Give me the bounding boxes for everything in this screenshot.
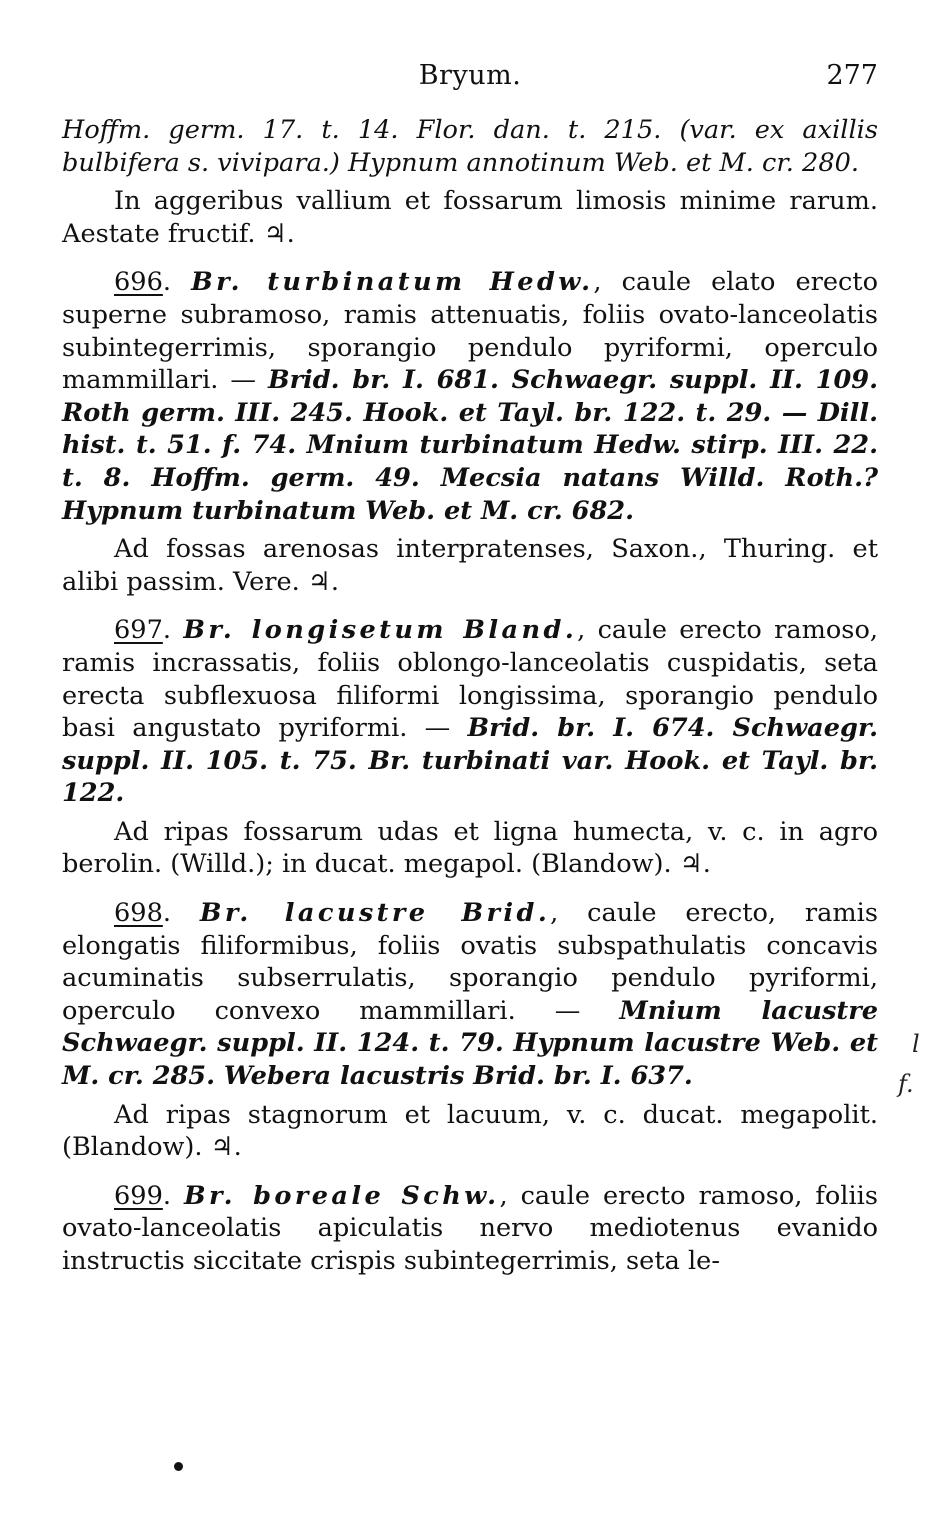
- entry-number-period: .: [162, 1180, 185, 1211]
- species-description: , caule erecto, ramis elongatis filiformibus, foliis ovatis subspathulatis concavis acuminatis subserrulatis, sporangio pendulo pyriformi, operculo convexo mammillari. —: [62, 898, 879, 1026]
- species-entry: [62, 897, 878, 1093]
- species-name: Br. lacustre Brid.: [199, 898, 551, 929]
- body-text: [62, 114, 878, 1278]
- entry-number-period: .: [162, 615, 184, 646]
- species-name: Br. boreale Schw.: [184, 1180, 500, 1211]
- species-name: Br. longisetum Bland.: [183, 615, 578, 646]
- entry-number: 699: [114, 1180, 163, 1211]
- continuation-references: Hoffm. germ. 17. t. 14. Flor. dan. t. 215. (var. ex axillis bulbifera s. vivipara.) Hypnum annotinum Web. et M. cr. 280.: [62, 115, 878, 178]
- page-number: 277: [826, 60, 878, 91]
- habitat-paragraph: Ad fossas arenosas interpratenses, Saxon., Thuring. et alibi passim. Vere. ♃.: [62, 534, 878, 597]
- habitat-paragraph: In aggeribus vallium et fossarum limosis minime rarum. Aestate fructif. ♃.: [62, 186, 878, 249]
- margin-annotation: f.: [898, 1070, 914, 1098]
- species-description: , caule erecto ramoso, ramis incrassatis, foliis oblongo-lanceolatis cuspidatis, seta erecta subflexuosa filiformi longissima, sporangio pendulo basi angustato pyriformi. —: [62, 615, 878, 744]
- ink-dot: [174, 1462, 183, 1471]
- entry-number: 697: [114, 615, 163, 646]
- entry-number-period: .: [162, 267, 192, 298]
- habitat-paragraph: Ad ripas stagnorum et lacuum, v. c. ducat. megapolit. (Blandow). ♃.: [62, 1099, 878, 1163]
- running-head-title: Bryum.: [418, 60, 522, 91]
- entry-number-period: .: [162, 898, 200, 929]
- running-head: [62, 52, 878, 92]
- species-references: Mnium lacustre Schwaegr. suppl. II. 124. t. 79. Hypnum lacustre Web. et M. cr. 285. Webera lacustris Brid. br. I. 637.: [62, 995, 878, 1092]
- species-entry: [62, 266, 878, 527]
- species-entry: [62, 614, 878, 810]
- margin-annotation: l: [912, 1030, 920, 1058]
- habitat-paragraph: Ad ripas fossarum udas et ligna humecta, v. c. in agro berolin. (Willd.); in ducat. megapol. (Blandow). ♃.: [62, 816, 878, 880]
- continuation-paragraph: [62, 114, 878, 179]
- species-description: , caule erecto ramoso, foliis ovato-lanceolatis apiculatis nervo mediotenus evanido instructis siccitate crispis subintegerrimis, seta le-: [62, 1180, 878, 1276]
- species-references: Brid. br. I. 681. Schwaegr. suppl. II. 109. Roth germ. III. 245. Hook. et Tayl. br. 122. t. 29. — Dill. hist. t. 51. f. 74. Mnium turbinatum Hedw. stirp. III. 22. t. 8. Hoffm. germ. 49. Mecsia natans Willd. Roth.? Hypnum turbinatum Web. et M. cr. 682.: [62, 365, 878, 526]
- species-entry: [62, 1180, 878, 1278]
- species-description: , caule elato erecto superne subramoso, ramis attenuatis, foliis ovato-lanceolatis subintegerrimis, sporangio pendulo pyriformi, operculo mammillari. —: [62, 267, 878, 396]
- entry-number: 698: [114, 898, 163, 929]
- entry-number: 696: [114, 267, 163, 298]
- species-references: Brid. br. I. 674. Schwaegr. suppl. II. 105. t. 75. Br. turbinati var. Hook. et Tayl. br. 122.: [62, 713, 878, 809]
- species-name: Br. turbinatum Hedw.: [191, 267, 594, 298]
